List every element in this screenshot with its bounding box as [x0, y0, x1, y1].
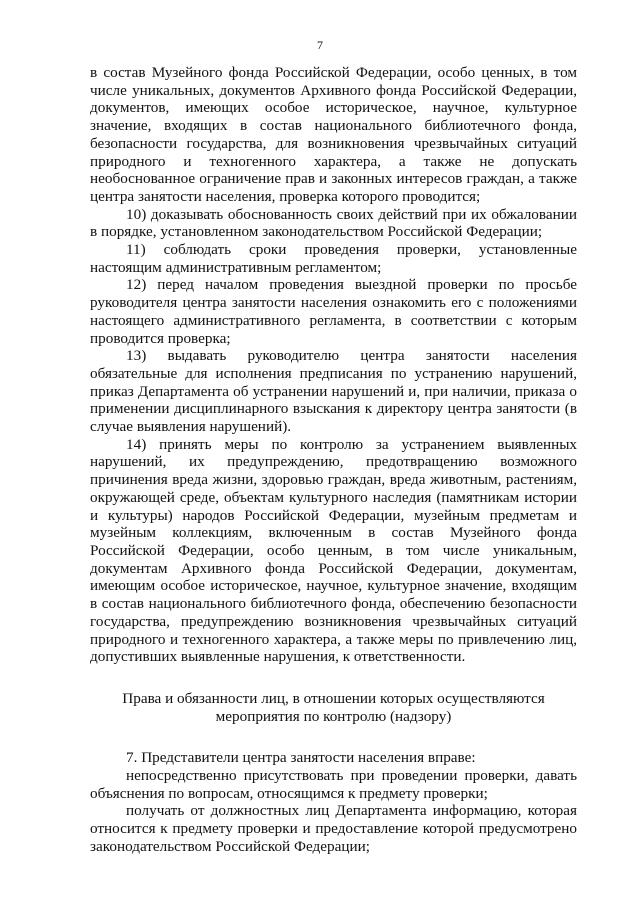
paragraph: 10) доказывать обоснованность своих действий при их обжаловании в порядке, установленном законодательством Российской Федерации;	[90, 205, 577, 241]
paragraph: 12) перед началом проведения выездной проверки по просьбе руководителя центра занятости населения ознакомить его с положениями настоящего административного регламента, в соответствии с которым проводится проверка;	[90, 276, 577, 347]
paragraph: получать от должностных лиц Департамента информацию, которая относится к предмету проверки и предоставление которой предусмотрено законодательством Российской Федерации;	[90, 802, 577, 855]
paragraph: 11) соблюдать сроки проведения проверки, установленные настоящим административным регламентом;	[90, 241, 577, 276]
paragraph: 14) принять меры по контролю за устранением выявленных нарушений, их предупреждению, предотвращению возможного причинения вреда жизни, здоровью граждан, вреда животным, растениям, окружающей среде, объектам культурного наследия (памятникам истории и культуры) народов Российской Федерации, музейным предметам и музейным коллекциям, включенным в состав Музейного фонда Российской Федерации, особо ценным, в том числе уникальным, документам Архивного фонда Российской Федерации, документам, имеющим особое историческое, научное, культурное значение, входящим в состав национального библиотечного фонда, обеспечению безопасности государства, предупреждению возникновения чрезвычайных ситуаций природного и техногенного характера, а также меры по привлечению лиц, допустивших выявленные нарушения, к ответственности.	[90, 435, 577, 666]
paragraph: непосредственно присутствовать при проведении проверки, давать объяснения по вопросам, относящимся к предмету проверки;	[90, 767, 577, 802]
page-number: 7	[317, 38, 323, 52]
paragraph: 13) выдавать руководителю центра занятости населения обязательные для исполнения предписания по устранению нарушений, приказ Департамента об устранении нарушений и, при наличии, приказа о применении дисциплинарного взыскания к директору центра занятости (в случае выявления нарушений).	[90, 347, 577, 436]
paragraph: 7. Представители центра занятости населения вправе:	[126, 749, 476, 767]
section-heading: Права и обязанности лиц, в отношении которых осуществляются мероприятия по контролю (надзору)	[122, 689, 545, 725]
document-body	[90, 64, 577, 856]
paragraph: в состав Музейного фонда Российской Федерации, особо ценных, в том числе уникальных, документов Архивного фонда Российской Федерации, документов, имеющих особое историческое, научное, культурное значение, входящих в состав национального библиотечного фонда, безопасности государства, для возникновения чрезвычайных ситуаций природного и техногенного характера, а также не допускать необоснованное ограничение прав и законных интересов граждан, а также центра занятости населения, проверка которого проводится;	[90, 64, 577, 205]
